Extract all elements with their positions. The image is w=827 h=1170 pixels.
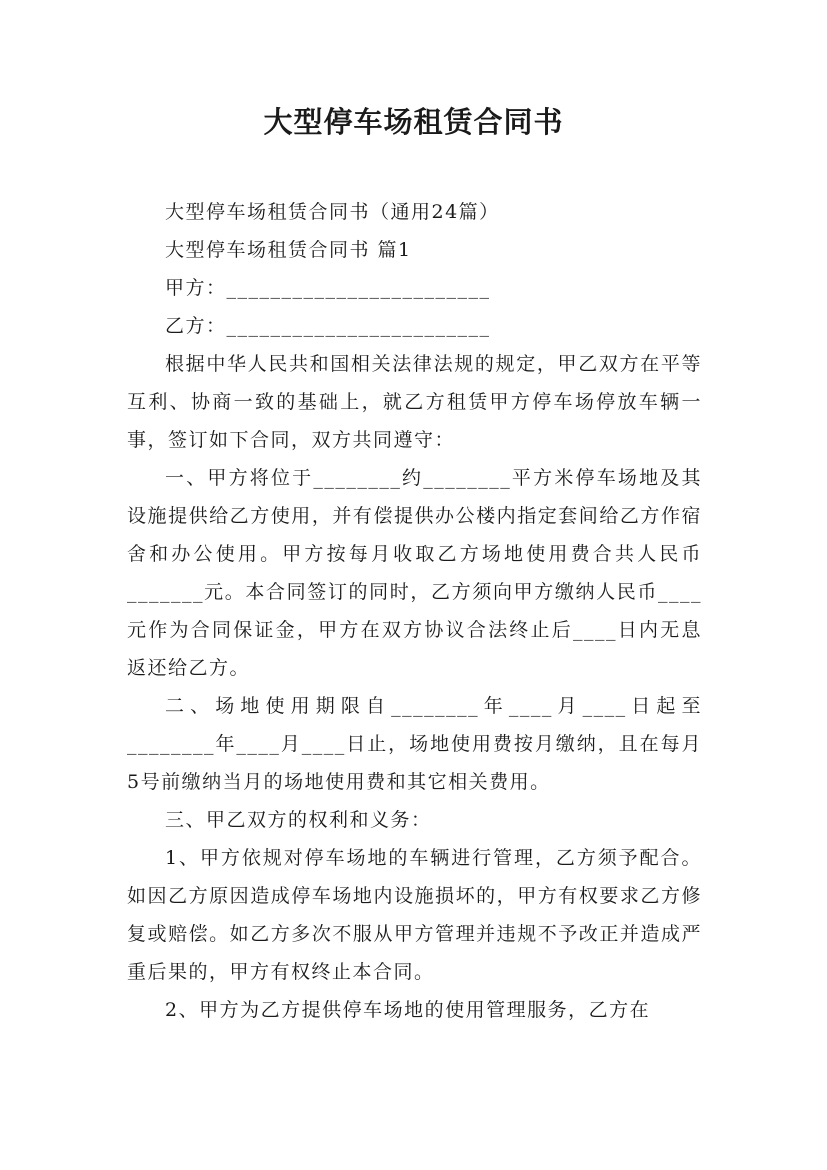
clause-3-heading: 三、甲乙双方的权利和义务：	[165, 809, 432, 831]
preamble-paragraph: 根据中华人民共和国相关法律法规的规定，甲乙双方在平等互利、协商一致的基础上，就乙方租赁甲方停车场停放车辆一事，签订如下合同，双方共同遵守：	[127, 353, 702, 451]
clause-1-paragraph: 一、甲方将位于________约________平方米停车场地及其设施提供给乙方使用，并有偿提供办公楼内指定套间给乙方作宿舍和办公使用。甲方按每月收取乙方场地使用费合共人民币_______元。本合同签订的同时，乙方须向甲方缴纳人民币____元作为合同保证金，甲方在双方协议合法终止后____日内无息返还给乙方。	[127, 467, 702, 679]
section-heading: 大型停车场租赁合同书 篇1	[165, 239, 412, 261]
clause-3-item-1: 1、甲方依规对停车场地的车辆进行管理，乙方须予配合。如因乙方原因造成停车场地内设施损坏的，甲方有权要求乙方修复或赔偿。如乙方多次不服从甲方管理并违规不予改正并造成严重后果的，甲方有权终止本合同。	[127, 847, 702, 983]
document-title: 大型停车场租赁合同书	[263, 105, 564, 139]
clause-3-item-2: 2、甲方为乙方提供停车场地的使用管理服务，乙方在	[165, 999, 651, 1021]
party-b-line: 乙方：________________________	[165, 315, 491, 337]
clause-2-paragraph: 二、场地使用期限自________年____月____日起至________年____月____日止，场地使用费按月缴纳，且在每月5号前缴纳当月的场地使用费和其它相关费用。	[127, 695, 702, 793]
subtitle-line: 大型停车场租赁合同书（通用24篇）	[165, 201, 500, 223]
document-body	[127, 193, 702, 1029]
party-a-line: 甲方：________________________	[165, 277, 491, 299]
